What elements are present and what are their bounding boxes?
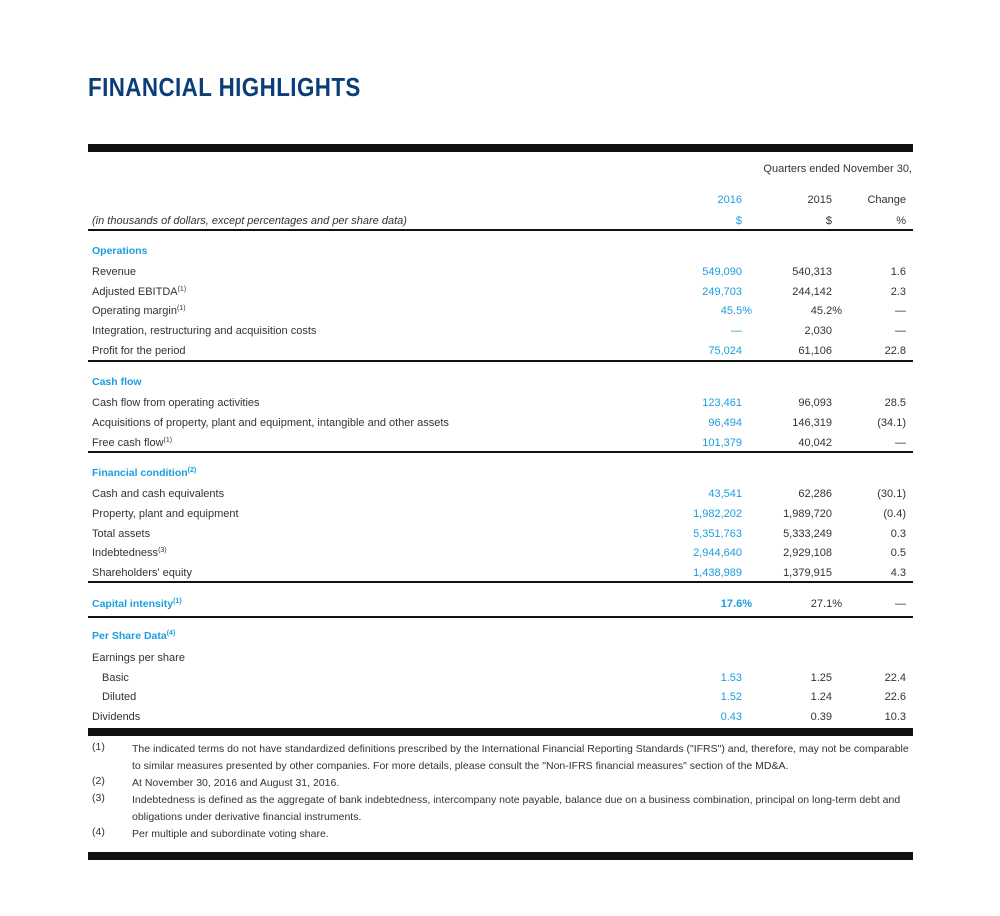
value-2016: 1,438,989 xyxy=(693,567,742,579)
period-caption: Quarters ended November 30, xyxy=(763,163,912,175)
row-label: Shareholders' equity xyxy=(92,567,192,579)
value-2016: 96,494 xyxy=(708,417,742,429)
row-label: Revenue xyxy=(92,266,137,278)
footnote-ref: (4) xyxy=(166,630,176,637)
value-2016: 549,090 xyxy=(702,266,742,278)
row-label: Total assets xyxy=(92,528,151,540)
unit-2016: $ xyxy=(735,215,742,227)
section-title-capital-intensity: Capital intensity$^{(1)}$ xyxy=(92,598,182,610)
value-2016: 2,944,640 xyxy=(693,547,742,559)
value-2016: 75,024 xyxy=(708,345,742,357)
col-header-2015: 2015 xyxy=(807,194,832,206)
subheading-earnings-per-share: Earnings per share xyxy=(92,652,185,664)
footnote-ref: (3) xyxy=(158,547,167,554)
value-change: 0.5 xyxy=(890,547,906,559)
footnote-number: (1) xyxy=(92,741,105,753)
row-label: Diluted xyxy=(102,691,137,703)
value-2015: 62,286 xyxy=(798,488,832,500)
value-change: 28.5 xyxy=(884,397,906,409)
value-2015: 2,030 xyxy=(804,325,832,337)
value-2015: 27.1% xyxy=(810,598,842,610)
row-label: Adjusted EBITDA$^{(1)}$ xyxy=(92,286,187,298)
value-2015: 2,929,108 xyxy=(783,547,832,559)
footnote-number: (3) xyxy=(92,792,105,804)
footnote-ref: (1) xyxy=(163,437,173,444)
value-2016: 249,703 xyxy=(702,286,742,298)
value-2016: 5,351,763 xyxy=(693,528,742,540)
value-change: 10.3 xyxy=(884,711,906,723)
footnote-ref: (1) xyxy=(173,598,182,605)
value-2016: 43,541 xyxy=(708,488,742,500)
value-change: 22.4 xyxy=(884,672,906,684)
value-2016: 123,461 xyxy=(702,397,742,409)
value-2016: 1.52 xyxy=(720,691,742,703)
footnote-number: (4) xyxy=(92,826,105,838)
value-2015: 0.39 xyxy=(810,711,832,723)
units-note: (in thousands of dollars, except percentages and per share data) xyxy=(92,215,407,227)
row-label: Indebtedness$^{(3)}$ xyxy=(92,547,167,559)
unit-change: % xyxy=(896,215,906,227)
footnote-text: The indicated terms do not have standardized definitions prescribed by the International Financial Reporting Standards ("IFRS") and, therefore, may not be comparable to similar measures presented by other companies. For more details, please consult the "Non-IFRS financial measures" section of the MD&A. xyxy=(132,743,909,772)
value-2015: 1.24 xyxy=(810,691,832,703)
unit-2015: $ xyxy=(825,215,832,227)
section-title-per-share: Per Share Data$^{(4)}$ xyxy=(92,630,176,642)
value-2016: 101,379 xyxy=(702,437,742,449)
value-change: (0.4) xyxy=(883,508,906,520)
value-2015: 540,313 xyxy=(792,266,832,278)
footnote-number: (2) xyxy=(92,775,105,787)
value-change: — xyxy=(895,325,906,337)
footnote-text: Indebtedness is defined as the aggregate of bank indebtedness, intercompany note payable, balance due on a business combination, principal on long-term debt and obligations under derivative financial instruments. xyxy=(132,794,901,823)
row-label: Acquisitions of property, plant and equipment, intangible and other assets xyxy=(92,417,449,429)
section-title-financial-condition: Financial condition$^{(2)}$ xyxy=(92,467,197,479)
page-title: FINANCIAL HIGHLIGHTS xyxy=(88,72,361,102)
value-change: 2.3 xyxy=(890,286,906,298)
value-change: 0.3 xyxy=(890,528,906,540)
value-2015: 61,106 xyxy=(798,345,832,357)
value-2015: 1,379,915 xyxy=(783,567,832,579)
value-2015: 1,989,720 xyxy=(783,508,832,520)
footnote-text: At November 30, 2016 and August 31, 2016. xyxy=(132,777,340,789)
value-2015: 40,042 xyxy=(798,437,832,449)
row-label: Operating margin$^{(1)}$ xyxy=(92,305,186,317)
section-rule xyxy=(88,616,913,618)
value-change: — xyxy=(895,598,906,610)
top-rule xyxy=(88,144,913,152)
value-change: 22.8 xyxy=(884,345,906,357)
row-label: Integration, restructuring and acquisition costs xyxy=(92,325,317,337)
value-2016: 0.43 xyxy=(720,711,742,723)
footnote-text: Per multiple and subordinate voting share. xyxy=(132,828,329,840)
value-change: 22.6 xyxy=(884,691,906,703)
value-2016: 17.6% xyxy=(720,598,752,610)
row-label: Profit for the period xyxy=(92,345,186,357)
row-label: Cash and cash equivalents xyxy=(92,488,225,500)
section-rule xyxy=(88,360,913,362)
value-2016: 1,982,202 xyxy=(693,508,742,520)
value-2016: — xyxy=(731,325,742,337)
value-2016: 45.5% xyxy=(720,305,752,317)
value-change: — xyxy=(895,305,906,317)
col-header-2016: 2016 xyxy=(717,194,742,206)
footnote-ref: (1) xyxy=(177,305,186,312)
value-change: — xyxy=(895,437,906,449)
row-label: Dividends xyxy=(92,711,141,723)
value-2015: 5,333,249 xyxy=(783,528,832,540)
header-rule xyxy=(88,229,913,231)
row-label: Property, plant and equipment xyxy=(92,508,239,520)
section-rule xyxy=(88,581,913,583)
value-2015: 1.25 xyxy=(810,672,832,684)
section-title-operations: Operations xyxy=(92,245,148,257)
value-change: (30.1) xyxy=(877,488,906,500)
footnote-ref: (2) xyxy=(187,467,197,474)
row-label: Basic xyxy=(102,672,129,684)
row-label: Free cash flow$^{(1)}$ xyxy=(92,437,173,449)
row-label: Cash flow from operating activities xyxy=(92,397,260,409)
col-header-change: Change xyxy=(867,194,906,206)
value-2015: 45.2% xyxy=(810,305,842,317)
value-change: (34.1) xyxy=(877,417,906,429)
footnote-ref: (1) xyxy=(177,286,187,293)
value-2015: 146,319 xyxy=(792,417,832,429)
value-change: 4.3 xyxy=(890,567,906,579)
section-title-cash-flow: Cash flow xyxy=(92,376,142,388)
value-2015: 244,142 xyxy=(792,286,832,298)
value-2015: 96,093 xyxy=(798,397,832,409)
table-bottom-rule xyxy=(88,728,913,736)
value-2016: 1.53 xyxy=(720,672,742,684)
page-bottom-rule xyxy=(88,852,913,860)
value-change: 1.6 xyxy=(890,266,906,278)
section-rule xyxy=(88,451,913,453)
